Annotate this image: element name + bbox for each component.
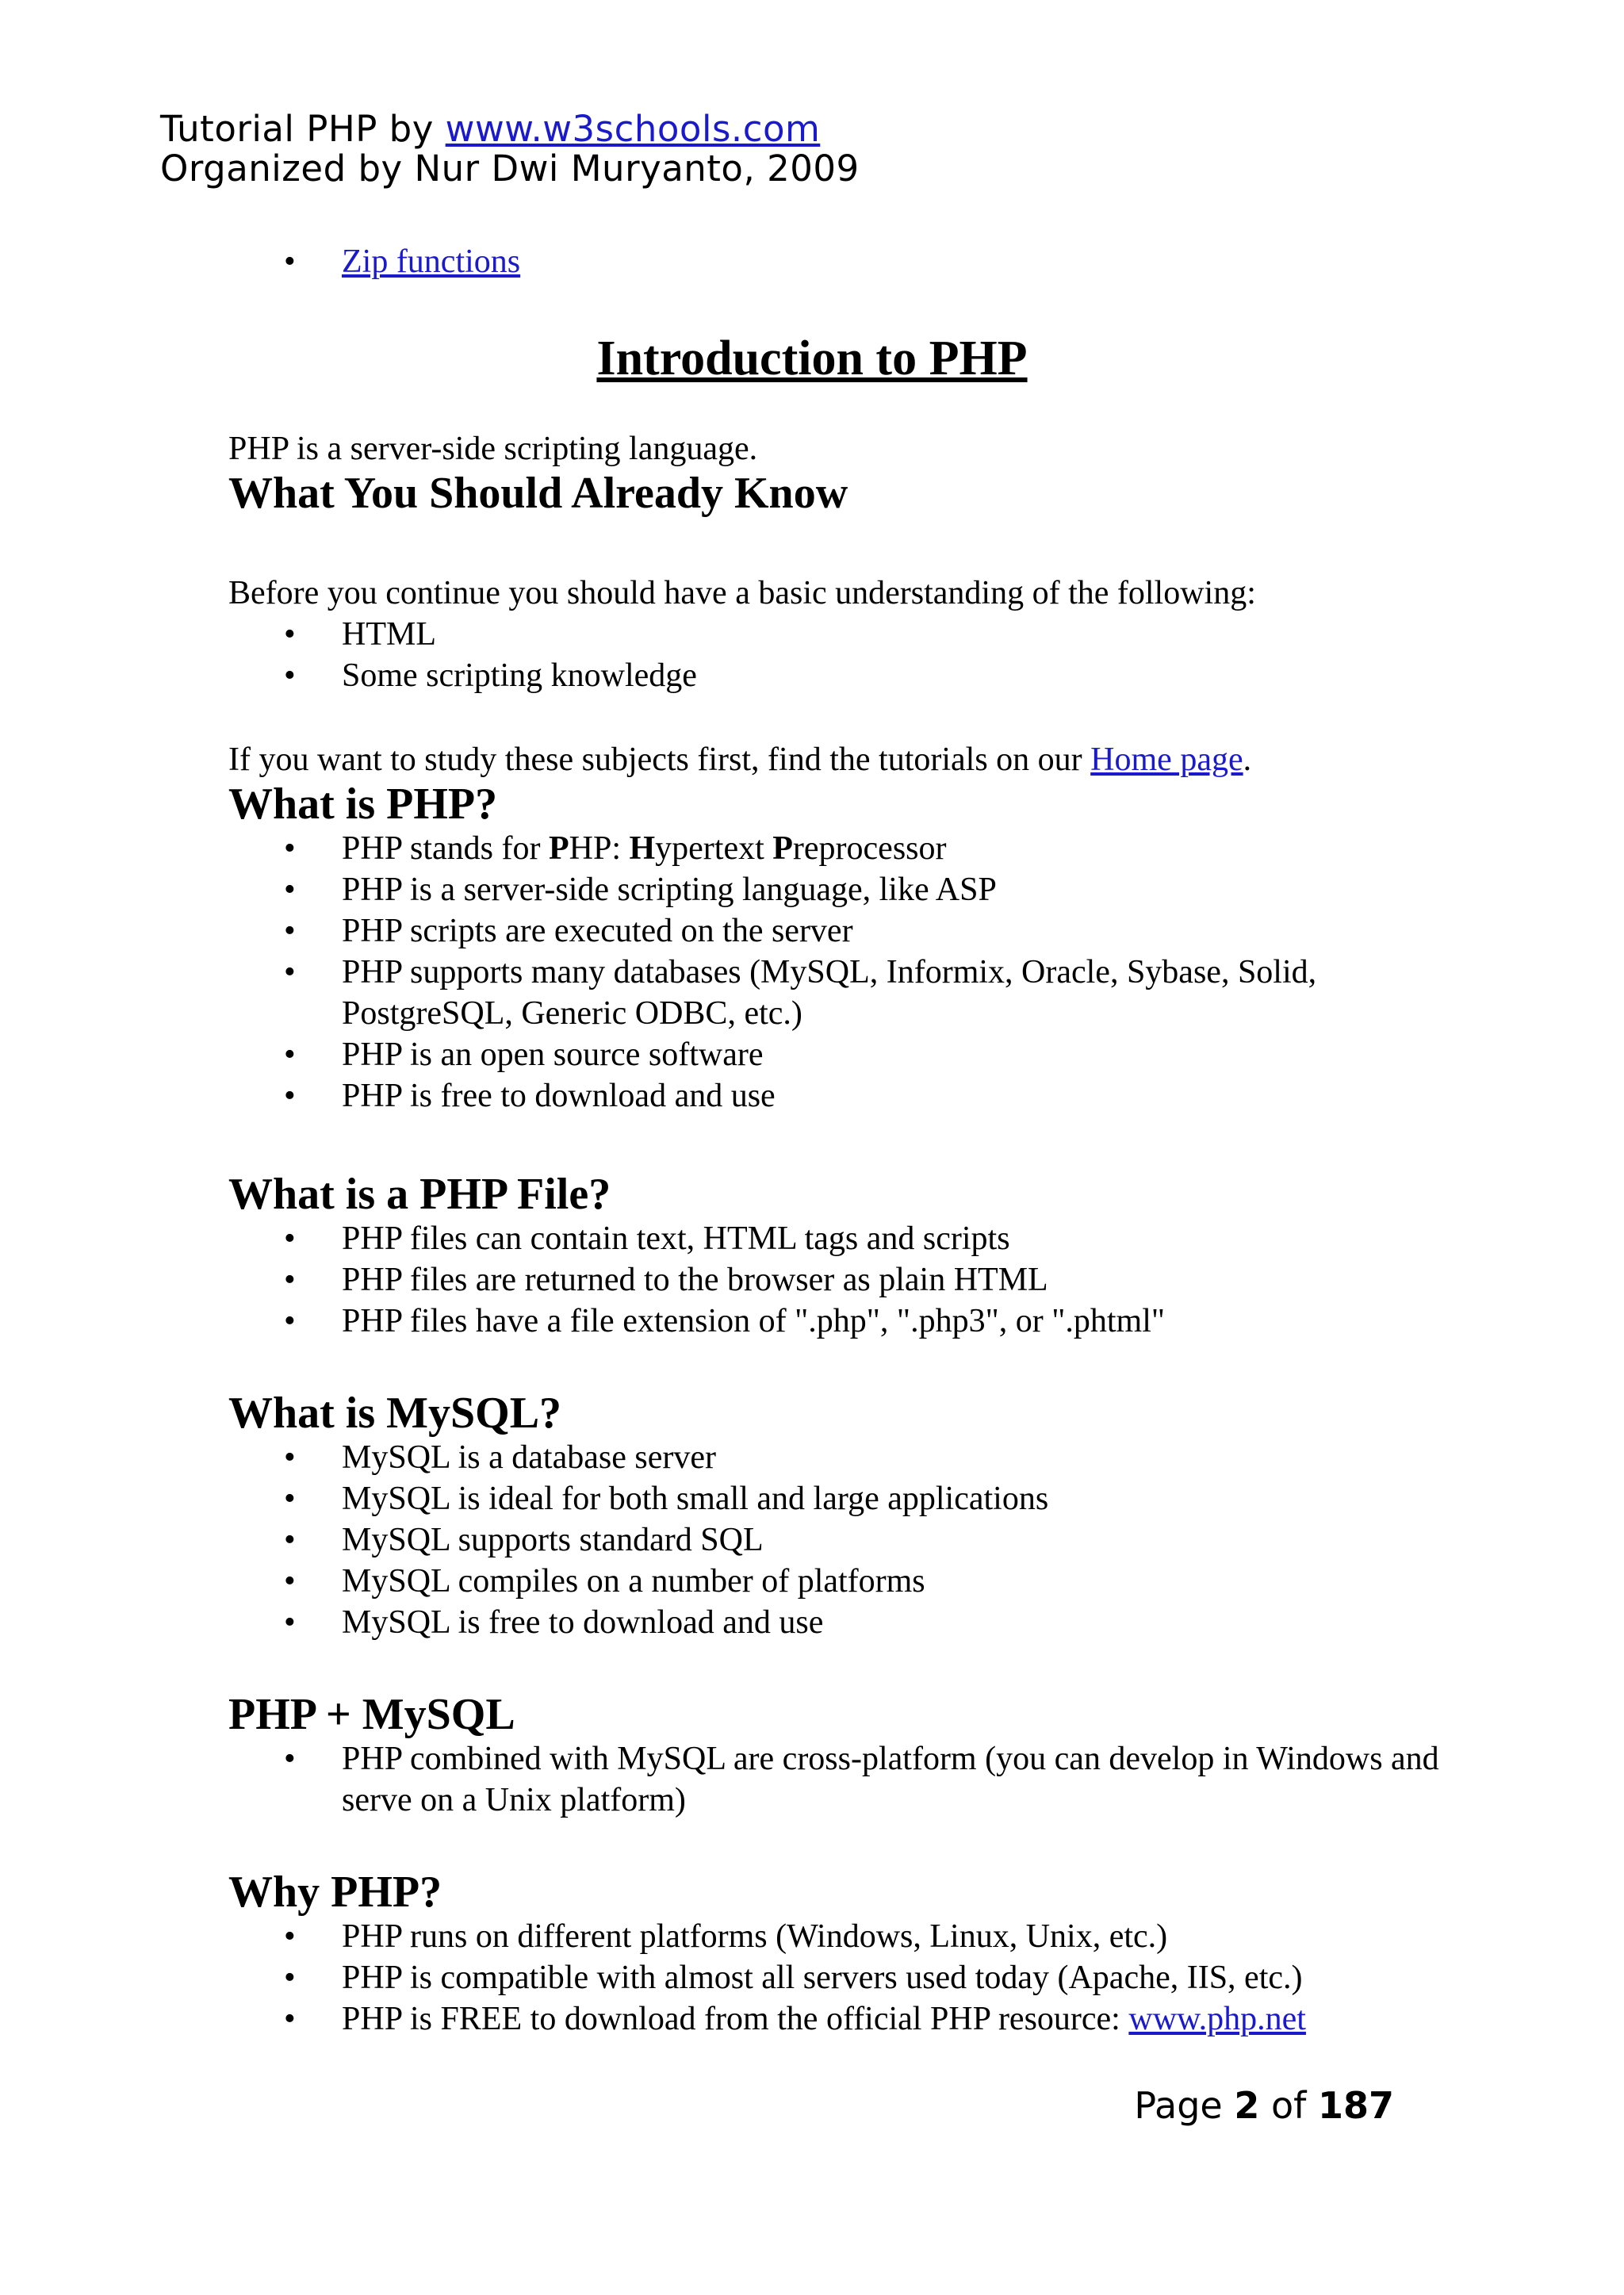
list-item: • MySQL compiles on a number of platforms (228, 1561, 1465, 1602)
study-text (228, 739, 1465, 780)
list-item: • PHP is free to download and use (228, 1075, 1465, 1117)
list-item (228, 828, 1465, 869)
list-item: • PHP runs on different platforms (Windows, Linux, Unix, etc.) (228, 1916, 1465, 1957)
section-heading: What You Should Already Know (228, 469, 848, 518)
list-item: • PHP files can contain text, HTML tags and scripts (228, 1218, 1465, 1259)
list-item: • PHP is compatible with almost all servers used today (Apache, IIS, etc.) (228, 1957, 1465, 1998)
section-prereq (228, 573, 1465, 696)
list-item (228, 1998, 1465, 2040)
prereq-text: Before you continue you should have a basic understanding of the following: (228, 575, 1256, 611)
page-word: Page (1134, 2084, 1223, 2127)
page-header (160, 109, 860, 189)
w3schools-link[interactable]: www.w3schools.com (445, 108, 821, 150)
list-item: • MySQL is a database server (228, 1437, 1465, 1478)
list-item: • HTML (228, 614, 1465, 655)
section-what-is-php (228, 739, 1465, 1117)
study-suffix: . (1243, 741, 1252, 778)
list-item: • PHP scripts are executed on the server (228, 910, 1465, 952)
zip-functions-link[interactable]: Zip functions (342, 243, 521, 280)
item-bold: H (629, 830, 656, 867)
list-item: • MySQL is ideal for both small and large applications (228, 1478, 1465, 1519)
item-bold: P (772, 830, 793, 867)
list-item: • Some scripting knowledge (228, 655, 1465, 696)
page-number: 2 (1234, 2084, 1260, 2127)
php-net-link[interactable]: www.php.net (1128, 2001, 1306, 2037)
list-item: • PHP is a server-side scripting language, like ASP (228, 869, 1465, 910)
why-php-list (228, 1916, 1465, 2040)
section-mysql (228, 1389, 1465, 1643)
of-word: of (1271, 2084, 1307, 2127)
section-php-mysql (228, 1691, 1465, 1821)
section-heading: What is MySQL? (228, 1389, 562, 1438)
section-heading: Why PHP? (228, 1868, 442, 1917)
section-php-file (228, 1170, 1465, 1342)
header-prefix: Tutorial PHP by (160, 108, 446, 150)
item-text: HP: (569, 830, 630, 867)
home-page-link[interactable]: Home page (1090, 741, 1243, 778)
item-text: ypertext (655, 830, 773, 867)
section-heading: PHP + MySQL (228, 1690, 515, 1739)
page-footer (1134, 2084, 1394, 2127)
php-file-list (228, 1218, 1465, 1342)
section-why-php (228, 1868, 1465, 2040)
item-bold: P (548, 830, 569, 867)
list-item: • PHP supports many databases (MySQL, Informix, Oracle, Sybase, Solid, PostgreSQL, Generic ODBC, etc.) (228, 952, 1465, 1034)
list-item: • PHP files are returned to the browser as plain HTML (228, 1259, 1465, 1301)
item-text: PHP stands for (342, 830, 549, 867)
study-prefix: If you want to study these subjects first, find the tutorials on our (228, 741, 1091, 778)
intro-text: PHP is a server-side scripting language. (228, 431, 758, 467)
section-heading: What is a PHP File? (228, 1170, 611, 1219)
page-total: 187 (1317, 2084, 1394, 2127)
list-item (228, 241, 1465, 282)
list-item: • PHP files have a file extension of ".php", ".php3", or ".phtml" (228, 1301, 1465, 1342)
header-line-2: Organized by Nur Dwi Muryanto, 2009 (160, 148, 860, 190)
mysql-list (228, 1437, 1465, 1643)
intro-block (228, 428, 1465, 517)
php-mysql-list (228, 1738, 1465, 1821)
header-line-1 (160, 109, 860, 149)
item-text: reprocessor (792, 830, 947, 867)
list-item: • MySQL supports standard SQL (228, 1519, 1465, 1561)
top-list (228, 241, 1465, 282)
list-item: • PHP combined with MySQL are cross-platform (you can develop in Windows and serve on a Unix platform) (228, 1738, 1465, 1821)
what-is-php-list (228, 828, 1465, 1117)
section-heading: What is PHP? (228, 780, 498, 829)
item-text: PHP is FREE to download from the official PHP resource: (342, 2001, 1129, 2037)
list-item: • MySQL is free to download and use (228, 1602, 1465, 1643)
prereq-list (228, 614, 1465, 696)
page-title: Introduction to PHP (596, 331, 1028, 385)
list-item: • PHP is an open source software (228, 1034, 1465, 1075)
top-list-block (228, 241, 1465, 282)
